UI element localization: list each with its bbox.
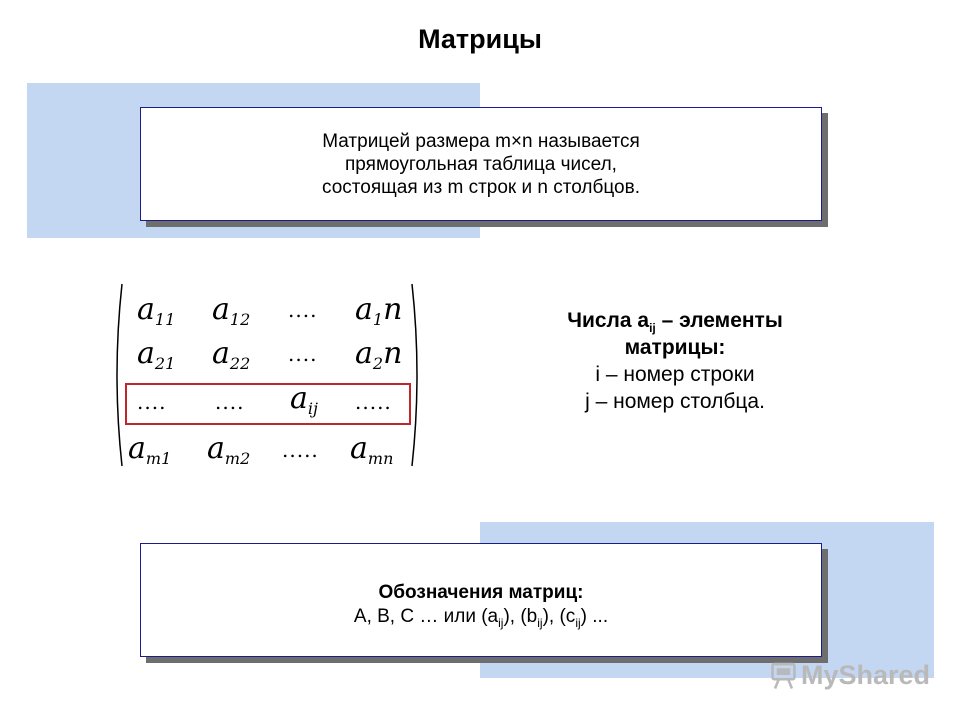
- matrix-dots-r3c4: .....: [355, 390, 392, 414]
- watermark: [770, 655, 930, 695]
- matrix-dots-r3c1: ....: [137, 390, 167, 414]
- notation-heading: Обозначения матриц:: [378, 582, 584, 603]
- elements-column-index: j – номер столбца.: [585, 390, 765, 413]
- elements-row-index: i – номер строки: [595, 363, 755, 386]
- definition-box: [140, 107, 822, 221]
- matrix-cell-am2: $a_{m2}$: [207, 431, 251, 468]
- matrix-cell-a2n: $a_2n$: [355, 336, 403, 373]
- matrix-cell-a11: $a_{11}$: [137, 292, 176, 329]
- elements-heading-line2: матрицы:: [624, 336, 726, 359]
- notation-examples: A, B, C … или $(a_{ij})$, $(b_{ij})$, $(c_{ij})$ ...: [353, 606, 609, 630]
- row-highlight-box: [125, 383, 411, 425]
- matrix-cell-aij: $a_{ij}$: [290, 381, 318, 418]
- matrix-dots-r2: ....: [288, 342, 318, 366]
- watermark-text: MyShared: [800, 659, 930, 690]
- matrix-dots-r4: .....: [282, 438, 319, 462]
- definition-line-1: Матрицей размера m×n называется: [322, 130, 640, 152]
- matrix-dots-r3c2: ....: [215, 390, 245, 414]
- definition-line-3: состоящая из m строк и n столбцов.: [322, 176, 640, 198]
- definition-line-2: прямоугольная таблица чисел,: [345, 153, 617, 175]
- matrix-cell-amn: $a_{mn}$: [350, 431, 394, 468]
- matrix-dots-r1: ....: [288, 298, 318, 322]
- elements-heading: Числа $a_{ij}$ – элементы: [567, 309, 783, 335]
- page-title: Матрицы: [418, 24, 542, 54]
- left-parenthesis: [110, 282, 124, 468]
- matrix-cell-a1n: $a_1n$: [355, 292, 403, 329]
- right-parenthesis: [410, 282, 424, 468]
- matrix-cell-a12: $a_{12}$: [212, 292, 251, 329]
- elements-description: [520, 307, 830, 415]
- matrix-cell-a21: $a_{21}$: [137, 336, 176, 373]
- matrix-cell-am1: $a_{m1}$: [128, 431, 172, 468]
- presentation-board-icon: [770, 658, 797, 692]
- matrix-cell-a22: $a_{22}$: [212, 336, 251, 373]
- notation-box: [140, 543, 822, 657]
